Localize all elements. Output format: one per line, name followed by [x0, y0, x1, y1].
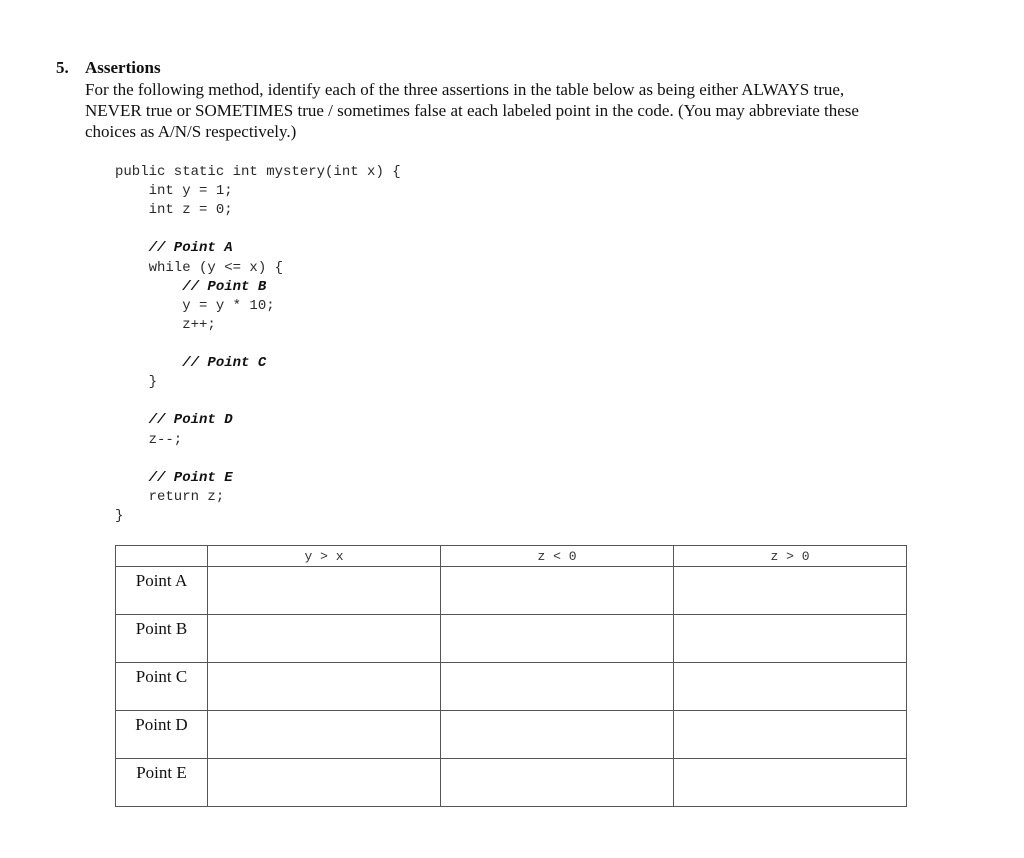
code-comment: // Point A — [115, 240, 233, 256]
answer-cell[interactable] — [208, 663, 441, 711]
header-z-lt-0: z < 0 — [441, 546, 674, 567]
code-line: } — [115, 508, 124, 524]
instructions-line: NEVER true or SOMETIMES true / sometimes false at each labeled point in the code. (You may abbreviate these — [85, 101, 859, 120]
code-line: z++; — [115, 317, 216, 333]
answer-cell[interactable] — [208, 615, 441, 663]
table-header-row — [116, 546, 907, 567]
code-line: return z; — [115, 489, 225, 505]
code-line: y = y * 10; — [115, 298, 275, 314]
table-row-point-d — [116, 711, 907, 759]
question-number: 5. — [56, 58, 69, 77]
answer-cell[interactable] — [674, 615, 907, 663]
table-row-point-c — [116, 663, 907, 711]
code-line: int y = 1; — [115, 183, 233, 199]
answer-cell[interactable] — [441, 567, 674, 615]
answer-cell[interactable] — [208, 759, 441, 807]
question-instructions — [85, 79, 965, 142]
answer-cell[interactable] — [208, 711, 441, 759]
row-label: Point E — [116, 759, 208, 807]
row-label: Point D — [116, 711, 208, 759]
code-line: z--; — [115, 432, 183, 448]
code-line: } — [115, 374, 158, 390]
answer-cell[interactable] — [674, 711, 907, 759]
header-y-gt-x: y > x — [208, 546, 441, 567]
answer-cell[interactable] — [674, 567, 907, 615]
row-label: Point B — [116, 615, 208, 663]
assertion-table-wrap — [115, 545, 907, 807]
table-row-point-e — [116, 759, 907, 807]
code-comment: // Point B — [115, 279, 267, 295]
code-comment: // Point E — [115, 470, 233, 486]
header-corner-cell — [116, 546, 208, 567]
code-line: public static int mystery(int x) { — [115, 164, 401, 180]
assertion-table — [115, 545, 907, 807]
code-line: int z = 0; — [115, 202, 233, 218]
answer-cell[interactable] — [674, 759, 907, 807]
header-z-gt-0: z > 0 — [674, 546, 907, 567]
answer-cell[interactable] — [441, 663, 674, 711]
code-line: while (y <= x) { — [115, 260, 284, 276]
instructions-line: For the following method, identify each of the three assertions in the table below as being either ALWAYS true, — [85, 80, 845, 99]
instructions-line: choices as A/N/S respectively.) — [85, 122, 297, 141]
code-comment: // Point D — [115, 412, 233, 428]
table-row-point-b — [116, 615, 907, 663]
question-title: Assertions — [85, 58, 161, 77]
answer-cell[interactable] — [441, 615, 674, 663]
answer-cell[interactable] — [441, 711, 674, 759]
row-label: Point A — [116, 567, 208, 615]
row-label: Point C — [116, 663, 208, 711]
answer-cell[interactable] — [674, 663, 907, 711]
answer-cell[interactable] — [441, 759, 674, 807]
answer-cell[interactable] — [208, 567, 441, 615]
table-row-point-a — [116, 567, 907, 615]
code-comment: // Point C — [115, 355, 267, 371]
